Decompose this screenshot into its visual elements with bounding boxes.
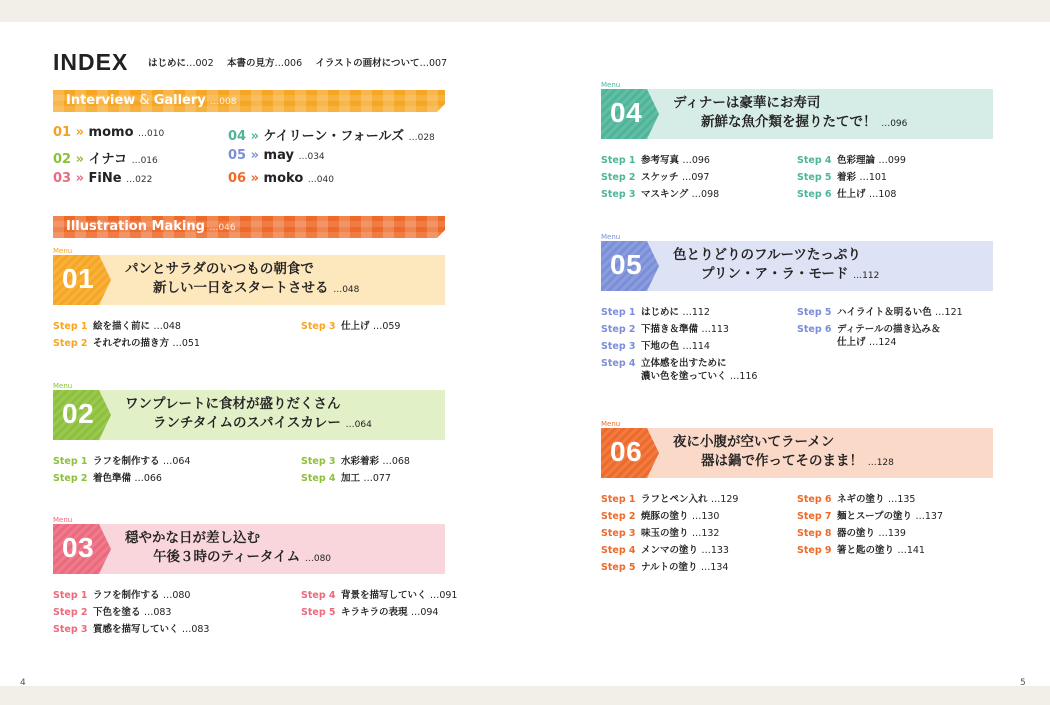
step-item[interactable]	[797, 306, 963, 319]
menu-number: 06	[610, 436, 643, 467]
step-text: ラフを制作する	[93, 456, 160, 467]
fold-corner	[437, 104, 445, 112]
menu-number: 03	[62, 532, 95, 563]
step-label: Step 2	[53, 473, 88, 484]
illustration-making-bar[interactable]: Illustration Making …046	[53, 216, 445, 238]
page-ref: …132	[691, 528, 720, 539]
step-text: 箸と匙の塗り	[837, 545, 895, 556]
step-label: Step 5	[601, 562, 636, 573]
gallery-item[interactable]	[228, 148, 325, 163]
step-label: Step 1	[53, 321, 88, 332]
page-ref: …137	[915, 511, 944, 522]
step-text: 仕上げ	[341, 321, 370, 332]
step-item[interactable]	[797, 510, 943, 523]
link-how-to-read[interactable]: 本書の見方…006	[226, 58, 303, 69]
step-item[interactable]	[301, 455, 410, 468]
link-materials[interactable]: イラストの画材について…007	[315, 58, 448, 69]
step-item[interactable]	[797, 323, 941, 349]
menu-header-03[interactable]	[53, 524, 445, 574]
step-item[interactable]	[797, 154, 906, 167]
page-ref: …094	[410, 607, 439, 618]
menu-header-06[interactable]	[601, 428, 993, 478]
menu-number: 05	[610, 249, 643, 280]
gallery-number: 01 »	[53, 125, 85, 140]
step-text: ナルトの塗り	[641, 562, 698, 573]
step-item[interactable]	[301, 472, 391, 485]
page-ref: …016	[131, 156, 158, 166]
menu-title-line2: 新鮮な魚介類を握りたてで！	[701, 114, 877, 130]
step-text: キラキラの表現	[341, 607, 408, 618]
step-label: Step 7	[797, 511, 832, 522]
step-label: Step 8	[797, 528, 832, 539]
page-ref: …066	[134, 473, 162, 484]
menu-header-02[interactable]	[53, 390, 445, 440]
page-number-left: 4	[20, 678, 26, 688]
gallery-item[interactable]	[53, 148, 158, 167]
step-label: Step 5	[797, 172, 832, 183]
menu-number: 01	[62, 263, 95, 294]
step-text: メンマの塗り	[641, 545, 699, 556]
page-ref: …113	[701, 324, 729, 335]
page-ref: …141	[897, 545, 925, 556]
page-ref: …077	[363, 473, 391, 484]
step-text-line2: 濃い色を塗っていく	[641, 371, 727, 382]
step-label: Step 4	[601, 358, 636, 369]
page-ref: …048	[153, 321, 181, 332]
step-item[interactable]	[601, 493, 738, 506]
menu-number-badge	[53, 524, 111, 574]
step-label: Step 2	[601, 172, 636, 183]
step-text: 立体感を出すために	[641, 358, 727, 369]
link-hajimeni[interactable]: はじめに…002	[148, 58, 214, 69]
step-item[interactable]	[601, 544, 729, 557]
step-item[interactable]	[601, 188, 719, 201]
step-text: 下地の色	[641, 341, 680, 352]
page-ref: …101	[859, 172, 887, 183]
menu-title-line2: 午後３時のティータイム	[153, 549, 301, 565]
step-item[interactable]	[797, 188, 896, 201]
page-ref: …124	[868, 337, 897, 348]
page-ref: …028	[408, 133, 435, 143]
page-number-right: 5	[1020, 678, 1026, 688]
artist-name: FiNe	[88, 171, 122, 186]
menu-number-badge	[53, 255, 111, 305]
menu-number-badge	[601, 241, 659, 291]
step-text: ハイライト＆明るい色	[837, 307, 932, 318]
page-ref: …098	[691, 189, 720, 200]
page-ref: …064	[162, 456, 191, 467]
menu-title-line1: ディナーは豪華にお寿司	[673, 95, 821, 111]
step-label: Step 1	[601, 494, 636, 505]
menu-label: Menu	[601, 420, 621, 428]
page-ref: …080	[162, 590, 191, 601]
page-ref: …091	[429, 590, 458, 601]
menu-title-line2: ランチタイムのスパイスカレー	[153, 415, 341, 431]
step-label: Step 2	[53, 607, 88, 618]
step-item[interactable]	[601, 357, 757, 383]
step-text: ディテールの描き込み＆	[837, 324, 941, 335]
page-ref: …068	[382, 456, 410, 467]
step-text: 麺とスープの塗り	[837, 511, 913, 522]
fold-corner	[437, 230, 445, 238]
intro-links	[148, 55, 447, 69]
page-ref: …116	[729, 371, 758, 382]
menu-number-badge	[601, 89, 659, 139]
page-ref: …099	[878, 155, 906, 166]
step-text: 下色を塗る	[93, 607, 141, 618]
page-ref: …112	[853, 271, 880, 281]
gallery-number: 06 »	[228, 171, 260, 186]
page-ref: …134	[700, 562, 729, 573]
step-text: ラフとペン入れ	[641, 494, 708, 505]
page-ref: …129	[710, 494, 739, 505]
page-ref: …080	[304, 554, 332, 564]
artist-name: may	[263, 148, 294, 163]
step-label: Step 3	[601, 528, 636, 539]
page-ref: …130	[691, 511, 720, 522]
step-label: Step 6	[797, 324, 832, 335]
step-text: 参考写真	[641, 155, 680, 166]
artist-name: moko	[263, 171, 304, 186]
page-ref: …096	[682, 155, 710, 166]
step-label: Step 3	[301, 321, 336, 332]
step-text: 仕上げ	[837, 189, 866, 200]
artist-name: ケイリーン・フォールズ	[263, 129, 405, 144]
step-item[interactable]	[797, 493, 915, 506]
page-ref: …010	[138, 129, 165, 139]
menu-title	[125, 529, 331, 569]
page-ref: …097	[681, 172, 710, 183]
step-text: 背景を描写していく	[341, 590, 427, 601]
step-label: Step 1	[601, 155, 636, 166]
gallery-item[interactable]	[53, 171, 152, 186]
step-item[interactable]	[601, 527, 719, 540]
step-text: 器の塗り	[837, 528, 876, 539]
step-item[interactable]	[601, 561, 728, 574]
page-ref: …051	[172, 338, 200, 349]
menu-number-badge	[53, 390, 111, 440]
step-text: 色彩理論	[837, 155, 876, 166]
interview-gallery-bar[interactable]: Interview & Gallery …008	[53, 90, 445, 112]
step-text: 焼豚の塗り	[641, 511, 689, 522]
page-ref: …114	[682, 341, 710, 352]
step-text: 絵を描く前に	[93, 321, 151, 332]
menu-number: 04	[610, 97, 643, 128]
step-label: Step 1	[53, 456, 88, 467]
step-text: ネギの塗り	[837, 494, 885, 505]
step-label: Step 6	[797, 494, 832, 505]
step-label: Step 5	[797, 307, 832, 318]
step-item[interactable]	[601, 323, 729, 336]
menu-title-line2: 器は鍋で作ってそのまま！	[701, 453, 863, 469]
page-ref: …135	[887, 494, 916, 505]
page-ref: …064	[345, 420, 372, 430]
step-text: ラフを制作する	[93, 590, 160, 601]
step-label: Step 4	[601, 545, 636, 556]
menu-title-line1: ワンプレートに食材が盛りだくさん	[125, 396, 341, 412]
menu-label: Menu	[53, 516, 73, 524]
step-label: Step 2	[601, 324, 636, 335]
step-label: Step 6	[797, 189, 832, 200]
menu-title	[673, 246, 879, 286]
artist-name: momo	[88, 125, 134, 140]
gallery-number: 05 »	[228, 148, 260, 163]
step-item[interactable]	[53, 623, 209, 636]
step-text: 着彩	[837, 172, 857, 183]
menu-label: Menu	[53, 247, 73, 255]
step-item[interactable]	[301, 589, 457, 602]
step-item[interactable]	[53, 589, 190, 602]
step-label: Step 2	[601, 511, 636, 522]
gallery-item[interactable]	[228, 125, 435, 144]
page-ref: …040	[307, 175, 334, 185]
menu-title	[673, 94, 907, 134]
step-text: 下描き＆準備	[641, 324, 699, 335]
menu-title-line2: プリン・ア・ラ・モード	[701, 266, 849, 282]
step-label: Step 3	[53, 624, 88, 635]
step-item[interactable]	[601, 154, 710, 167]
step-label: Step 5	[301, 607, 336, 618]
step-item[interactable]	[797, 544, 925, 557]
step-item[interactable]	[301, 606, 438, 619]
step-text: 味玉の塗り	[641, 528, 689, 539]
page-ref: …112	[682, 307, 710, 318]
menu-title-line1: パンとサラダのいつもの朝食で	[125, 261, 314, 277]
step-item[interactable]	[601, 171, 709, 184]
step-text: 質感を描写していく	[93, 624, 179, 635]
menu-header-01[interactable]	[53, 255, 445, 305]
step-text-line2: 仕上げ	[837, 337, 866, 348]
step-text: それぞれの描き方	[93, 338, 170, 349]
step-item[interactable]	[601, 510, 719, 523]
step-label: Step 3	[301, 456, 336, 467]
gallery-item[interactable]	[228, 171, 334, 186]
step-label: Step 4	[797, 155, 832, 166]
artist-name: イナコ	[88, 152, 128, 167]
page-ref: …048	[333, 285, 360, 295]
menu-number: 02	[62, 398, 95, 429]
page-ref: …034	[298, 152, 325, 162]
menu-title-line1: 色とりどりのフルーツたっぷり	[673, 247, 861, 263]
page-ref: …096	[881, 119, 908, 129]
page-ref: …133	[701, 545, 729, 556]
step-text: はじめに	[641, 307, 680, 318]
page-ref: …128	[867, 458, 894, 468]
menu-label: Menu	[53, 382, 73, 390]
step-label: Step 3	[601, 189, 636, 200]
menu-title	[125, 395, 372, 435]
page-ref: …022	[126, 175, 153, 185]
step-label: Step 4	[301, 473, 336, 484]
step-item[interactable]	[53, 320, 181, 333]
menu-title	[673, 433, 894, 473]
step-label: Step 4	[301, 590, 336, 601]
page-ref: …083	[143, 607, 172, 618]
page-ref: …121	[935, 307, 963, 318]
gallery-number: 02 »	[53, 152, 85, 167]
step-text: マスキング	[641, 189, 689, 200]
step-item[interactable]	[301, 320, 400, 333]
step-label: Step 1	[53, 590, 88, 601]
step-item[interactable]	[53, 337, 200, 350]
step-item[interactable]	[601, 306, 710, 319]
menu-header-05[interactable]	[601, 241, 993, 291]
step-item[interactable]	[53, 472, 162, 485]
gallery-number: 04 »	[228, 129, 260, 144]
page-ref: …108	[868, 189, 897, 200]
step-text: 加工	[341, 473, 361, 484]
step-label: Step 1	[601, 307, 636, 318]
step-item[interactable]	[53, 455, 190, 468]
page-ref: …139	[878, 528, 906, 539]
menu-number-badge	[601, 428, 659, 478]
step-label: Step 3	[601, 341, 636, 352]
step-text: 水彩着彩	[341, 456, 380, 467]
menu-label: Menu	[601, 233, 621, 241]
menu-title-line2: 新しい一日をスタートさせる	[153, 280, 329, 296]
index-title: INDEX	[53, 49, 129, 75]
page-ref: …083	[181, 624, 210, 635]
menu-label: Menu	[601, 81, 621, 89]
menu-title-line1: 夜に小腹が空いてラーメン	[673, 434, 835, 450]
page-ref: …059	[372, 321, 401, 332]
step-item[interactable]	[601, 340, 710, 353]
menu-header-04[interactable]	[601, 89, 993, 139]
menu-title	[125, 260, 359, 300]
gallery-item[interactable]	[53, 125, 164, 140]
step-item[interactable]	[797, 171, 887, 184]
step-item[interactable]	[797, 527, 906, 540]
step-text: スケッチ	[641, 172, 679, 183]
step-label: Step 2	[53, 338, 88, 349]
step-item[interactable]	[53, 606, 171, 619]
menu-title-line1: 穏やかな日が差し込む	[125, 530, 260, 546]
step-text: 着色準備	[93, 473, 132, 484]
step-label: Step 9	[797, 545, 832, 556]
gallery-number: 03 »	[53, 171, 85, 186]
